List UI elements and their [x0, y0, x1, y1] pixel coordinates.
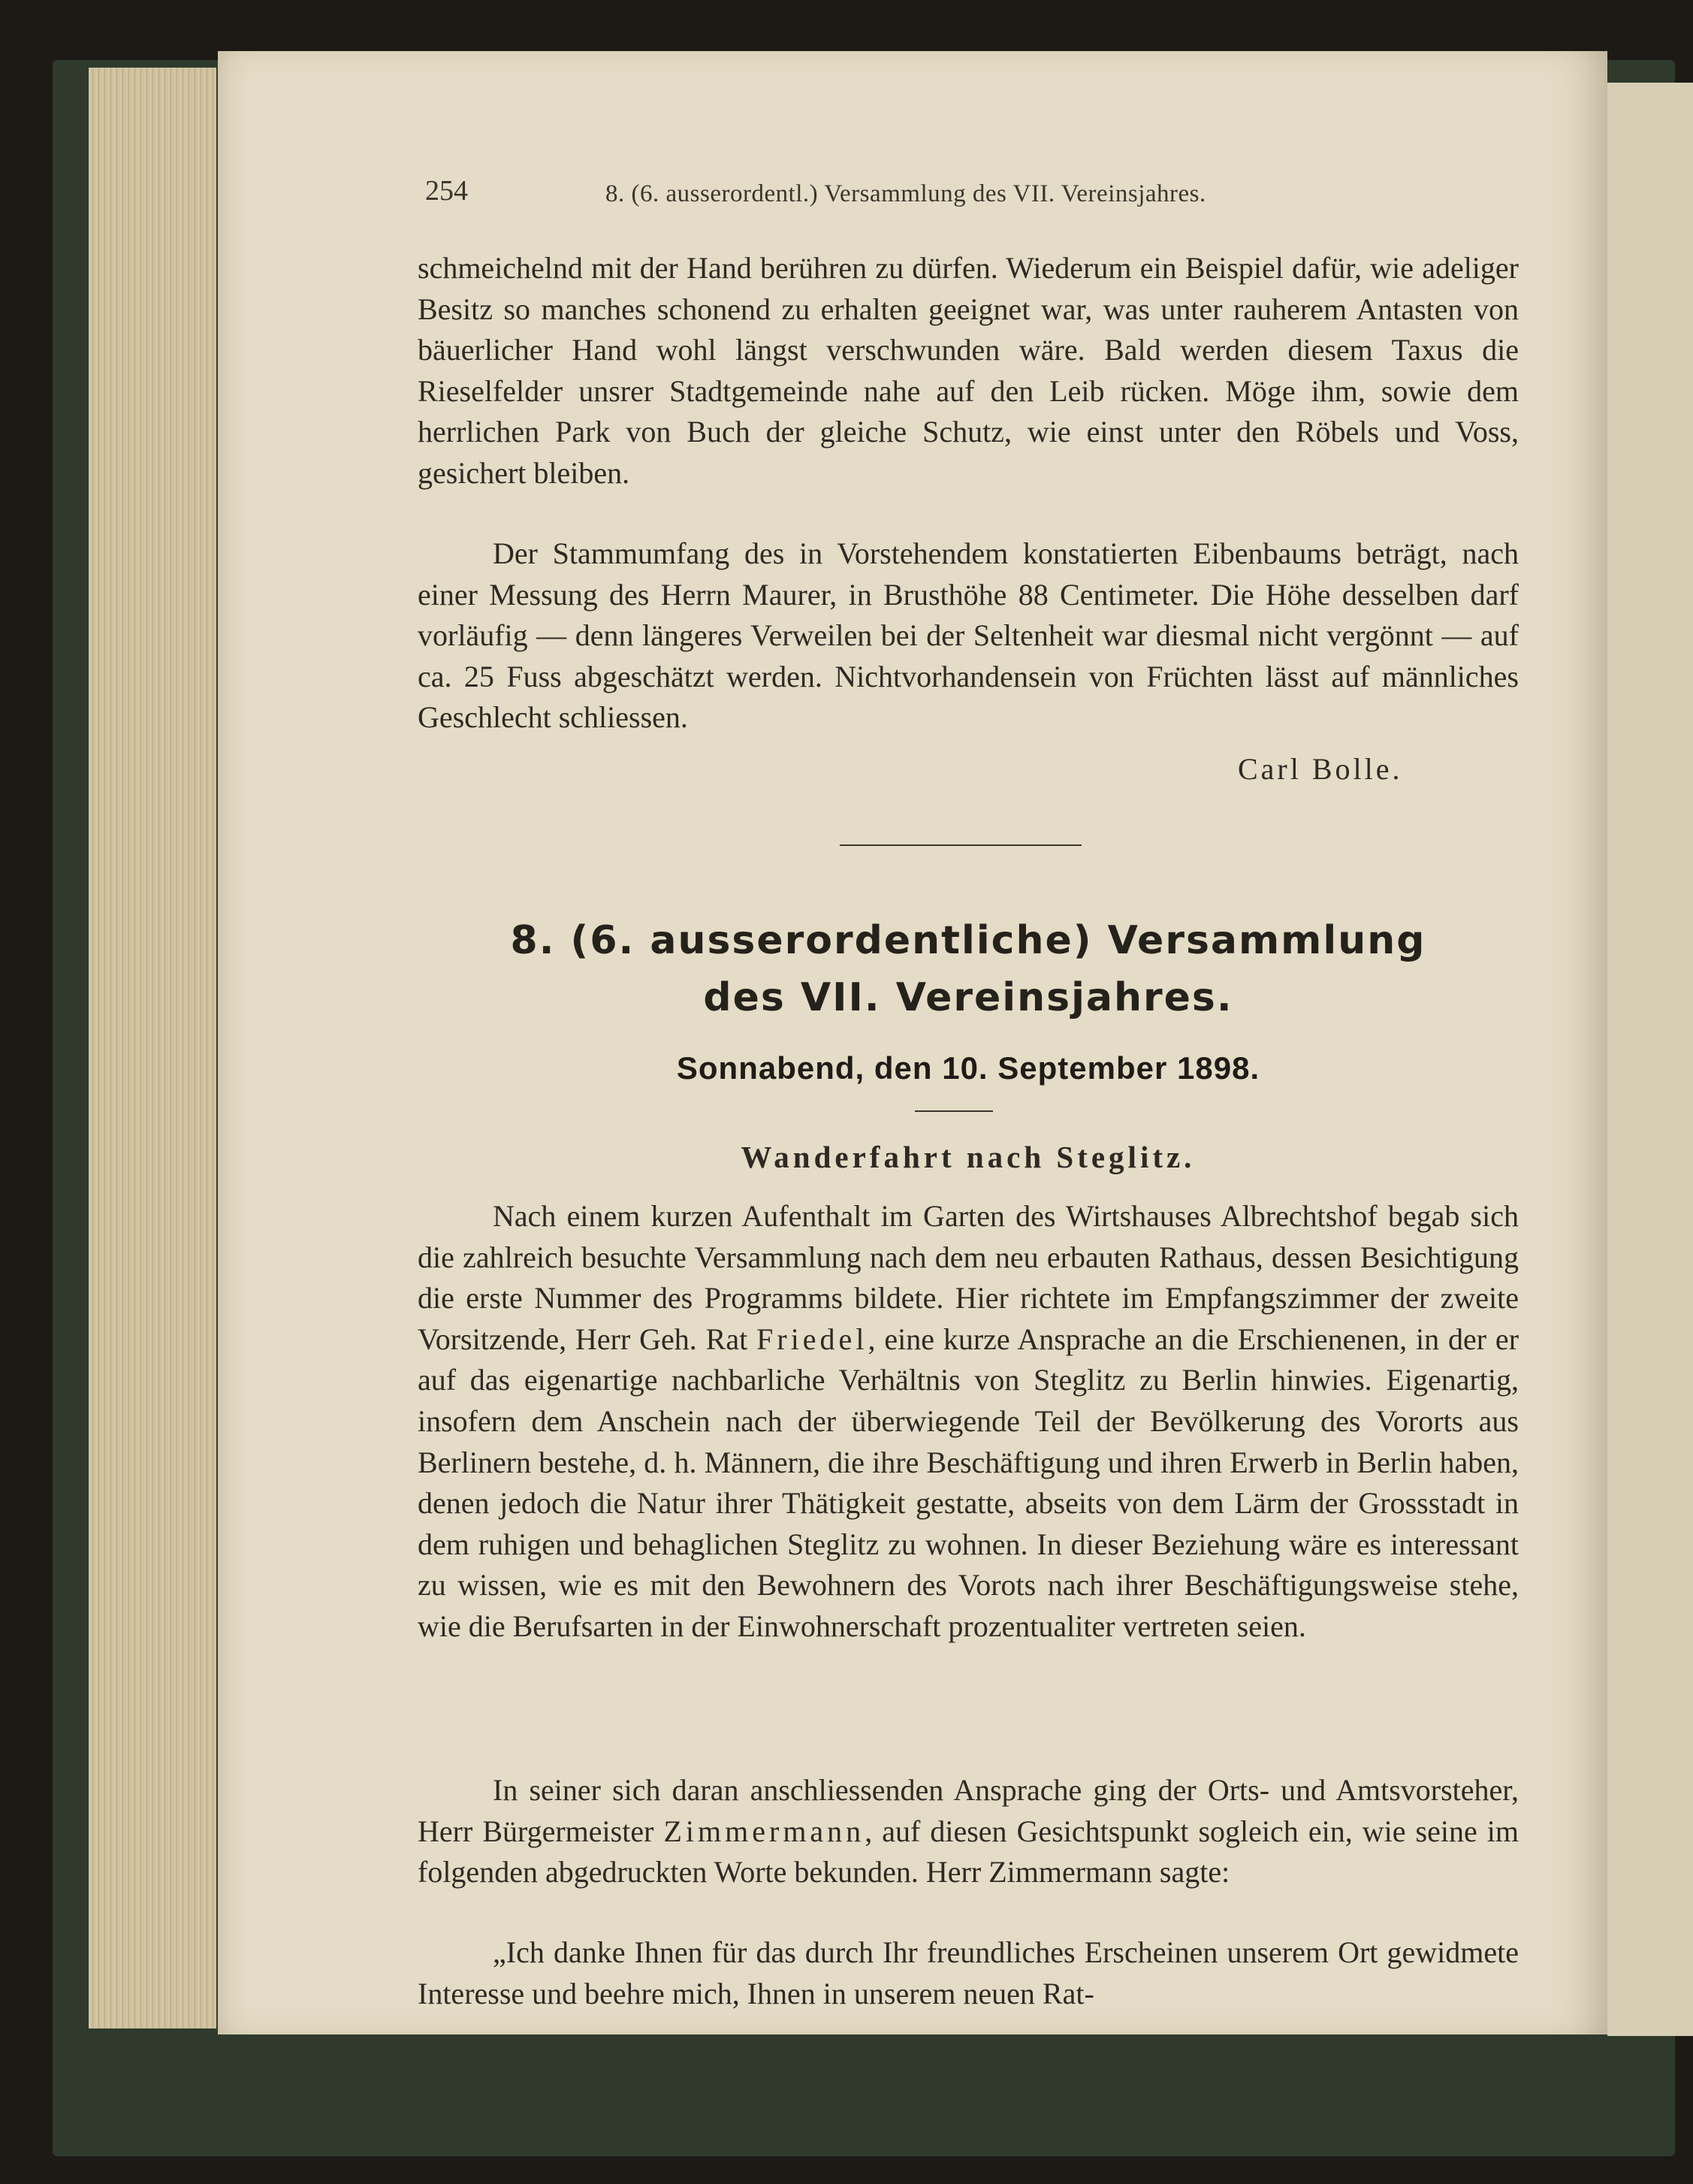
person-name-friedel: Friedel	[756, 1322, 868, 1356]
running-title: 8. (6. ausserordentl.) Versammlung des VII. Vereinsjahres.	[605, 180, 1206, 207]
excursion-title: Wanderfahrt nach Steglitz.	[741, 1140, 1196, 1174]
page-stack	[89, 68, 216, 2028]
author-signature: Carl Bolle.	[1238, 752, 1403, 786]
section-heading-line2: des VII. Vereinsjahres.	[703, 975, 1233, 1020]
page-number: 254	[425, 175, 468, 207]
paragraph-continuation: schmeichelnd mit der Hand berühren zu dürfen. Wiederum ein Beispiel dafür, wie adeliger Besitz so manches schonend zu erhalten geeignet war, was unter rauherem Antasten von bäuerlicher Hand wohl längst verschwunden wäre. Bald werden diesem Taxus die Rieselfelder unsrer Stadtgemeinde nahe auf den Leib rücken. Möge ihm, sowie dem herrlichen Park von Buch der gleiche Schutz, wie einst unter den Röbels und Voss, gesichert bleiben.	[418, 251, 1519, 490]
paragraph-speech: „Ich danke Ihnen für das durch Ihr freundliches Erscheinen unserem Ort gewidmete Interesse und beehre mich, Ihnen in unserem neuen Rat-	[418, 1935, 1519, 2010]
short-divider	[915, 1110, 993, 1112]
facing-page-edge	[1607, 83, 1693, 2036]
section-heading-line1: 8. (6. ausserordentliche) Versammlung	[510, 918, 1426, 963]
paragraph-measurement: Der Stammumfang des in Vorstehendem konstatierten Eibenbaums beträgt, nach einer Messung des Herrn Maurer, in Brusthöhe 88 Centimeter. Die Höhe desselben darf vorläufig — denn längeres Verweilen bei der Seltenheit war diesmal nicht vergönnt — auf ca. 25 Fuss abgeschätzt werden. Nichtvorhandensein von Früchten lässt auf männliches Geschlecht schliessen.	[418, 536, 1519, 735]
paragraph-rathaus: Nach einem kurzen Aufenthalt im Garten des Wirtshauses Albrechtshof begab sich die zahlreich besuchte Versammlung nach dem neu erbauten Rathaus, dessen Besichtigung die erste Nummer des Programms bildete. Hier richtete im Empfangszimmer der zweite Vorsitzende, Herr Geh. Rat Friedel, eine kurze Ansprache an die Erschienenen, in der er auf das eigenartige nachbarliche Verhältnis von Steglitz zu Berlin hinwies. Eigenartig, insofern dem Anschein nach der überwiegende Teil der Bevölkerung des Vororts aus Berlinern bestehe, d. h. Männern, die ihre Beschäftigung und ihren Erwerb in Berlin haben, denen jedoch die Natur ihrer Thätigkeit gestatte, abseits von dem Lärm der Grossstadt in dem ruhigen und behaglichen Steglitz zu wohnen. In dieser Beziehung wäre es interessant zu wissen, wie es mit den Bewohnern des Vorots nach ihrer Beschäftigungsweise stehe, wie die Berufsarten in der Einwohnerschaft prozentualiter vertreten seien.	[418, 1199, 1519, 1643]
section-divider	[840, 844, 1082, 846]
person-name-zimmermann: Zimmermann	[663, 1814, 865, 1848]
meeting-date: Sonnabend, den 10. September 1898.	[676, 1050, 1260, 1086]
running-header	[425, 174, 1349, 212]
paragraph-zimmermann-intro: In seiner sich daran anschliessenden Ansprache ging der Orts- und Amtsvorsteher, Herr Bürgermeister Zimmermann, auf diesen Gesichtspunkt sogleich ein, wie seine im folgenden abgedruckten Worte bekunden. Herr Zimmermann sagte:	[418, 1773, 1519, 1889]
